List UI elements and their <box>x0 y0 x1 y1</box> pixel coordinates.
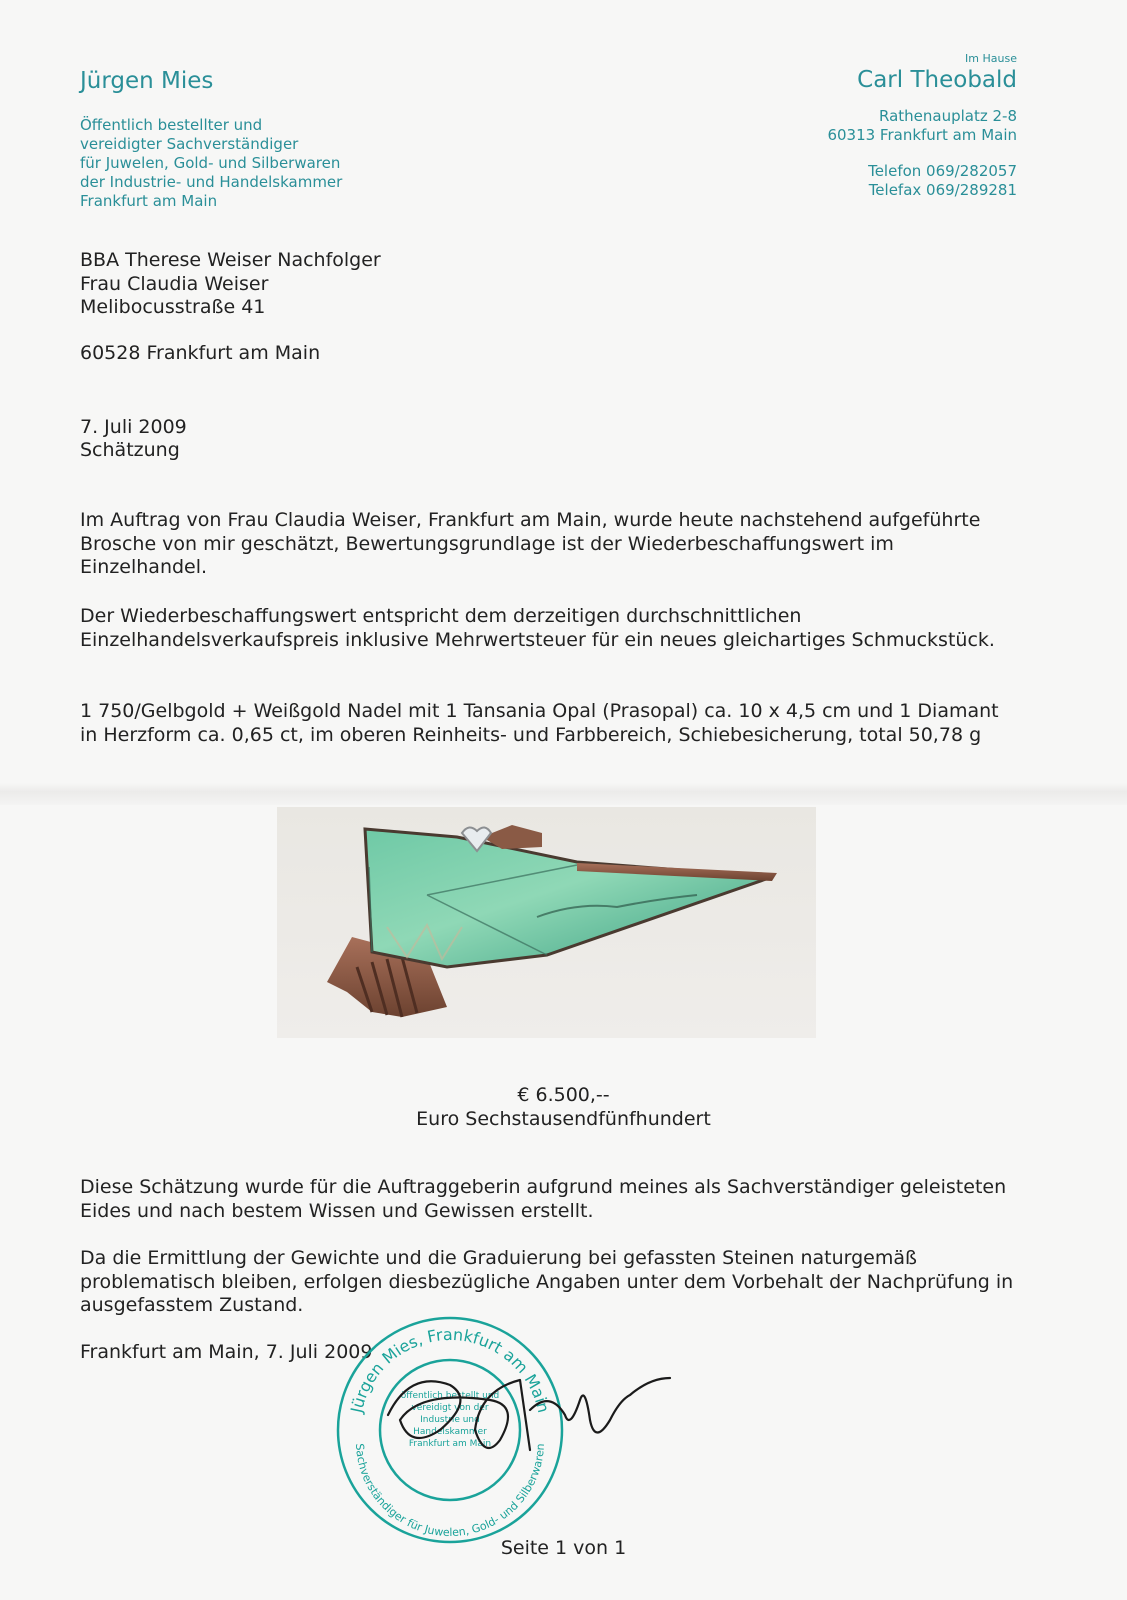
firm-name: Carl Theobald <box>857 67 1017 93</box>
text-line: Brosche von mir geschätzt, Bewertungsgrundlage ist der Wiederbeschaffungswert im <box>80 532 894 555</box>
firm-fax: Telefax 069/289281 <box>868 181 1017 199</box>
oath-paragraph <box>80 1176 1070 1223</box>
qualification-line: für Juwelen, Gold- und Silberwaren <box>80 154 341 172</box>
letterhead-firm-block <box>827 52 1017 200</box>
recipient-street: Melibocusstraße 41 <box>80 296 266 318</box>
qualification-line: der Industrie- und Handelskammer <box>80 173 343 191</box>
item-description <box>80 700 1070 747</box>
disclaimer-paragraph <box>80 1247 1070 1318</box>
definition-paragraph <box>80 605 1070 652</box>
price-amount: € 6.500,-- <box>517 1084 610 1106</box>
recipient-city: 60528 Frankfurt am Main <box>80 341 321 364</box>
place-and-date: Frankfurt am Main, 7. Juli 2009 <box>80 1341 373 1363</box>
text-line: Der Wiederbeschaffungswert entspricht dem derzeitigen durchschnittlichen <box>80 605 802 627</box>
recipient-person: Frau Claudia Weiser <box>80 272 269 295</box>
text-line: Einzelhandel. <box>80 556 208 578</box>
text-line: Da die Ermittlung der Gewichte und die Graduierung bei gefassten Steinen naturgemäß <box>80 1247 917 1269</box>
text-line: Eides und nach bestem Wissen und Gewissen erstellt. <box>80 1199 594 1222</box>
qualification-line: Öffentlich bestellter und <box>80 116 263 134</box>
text-line: Diese Schätzung wurde für die Auftraggeberin aufgrund meines als Sachverständiger geleisteten <box>80 1176 1007 1198</box>
letter-subject: Schätzung <box>80 439 180 461</box>
qualification-line: vereidigter Sachverständiger <box>80 135 299 153</box>
stamp-lower-text: Sachverständiger für Juwelen, Gold- und Silberwaren <box>352 1443 548 1540</box>
price-block <box>0 1083 1127 1131</box>
date-subject-block <box>80 416 187 462</box>
firm-contact <box>827 162 1017 200</box>
firm-phone: Telefon 069/282057 <box>868 162 1017 180</box>
recipient-address <box>80 249 381 365</box>
stamp-inner-text: öffentlich bestellt und vereidigt von der Industrie und Handelskammer Frankfurt am Main <box>400 1391 500 1449</box>
text-line: problematisch bleiben, erfolgen diesbezügliche Angaben unter dem Vorbehalt der Nachprüfung in <box>80 1270 1014 1293</box>
recipient-company: BBA Therese Weiser Nachfolger <box>80 249 381 271</box>
firm-city: 60313 Frankfurt am Main <box>827 126 1017 144</box>
text-line: in Herzform ca. 0,65 ct, im oberen Reinheits- und Farbbereich, Schiebesicherung, total 50,78 g <box>80 723 982 746</box>
letterhead-qualifications <box>80 116 342 211</box>
stamp-outer-text: Jürgen Mies, Frankfurt am Main <box>346 1324 554 1415</box>
qualification-line: Frankfurt am Main <box>80 192 218 210</box>
handwritten-signature <box>380 1360 680 1470</box>
letter-date: 7. Juli 2009 <box>80 416 187 438</box>
firm-street: Rathenauplatz 2-8 <box>878 107 1017 125</box>
text-line: Einzelhandelsverkaufspreis inklusive Mehrwertsteuer für ein neues gleichartiges Schmuckstück. <box>80 628 995 651</box>
paper-fold-line <box>0 783 1127 805</box>
letterhead-name: Jürgen Mies <box>80 68 214 94</box>
brooch-photo <box>277 807 816 1038</box>
text-line: Im Auftrag von Frau Claudia Weiser, Frankfurt am Main, wurde heute nachstehend aufgeführte <box>80 509 981 531</box>
price-in-words: Euro Sechstausendfünfhundert <box>416 1108 711 1130</box>
text-line: ausgefasstem Zustand. <box>80 1294 304 1316</box>
firm-address <box>827 107 1017 145</box>
text-line: 1 750/Gelbgold + Weißgold Nadel mit 1 Tansania Opal (Prasopal) ca. 10 x 4,5 cm und 1 Diamant <box>80 700 999 722</box>
in-house-label: Im Hause <box>965 52 1017 65</box>
page-number: Seite 1 von 1 <box>500 1537 627 1559</box>
intro-paragraph <box>80 509 1070 580</box>
